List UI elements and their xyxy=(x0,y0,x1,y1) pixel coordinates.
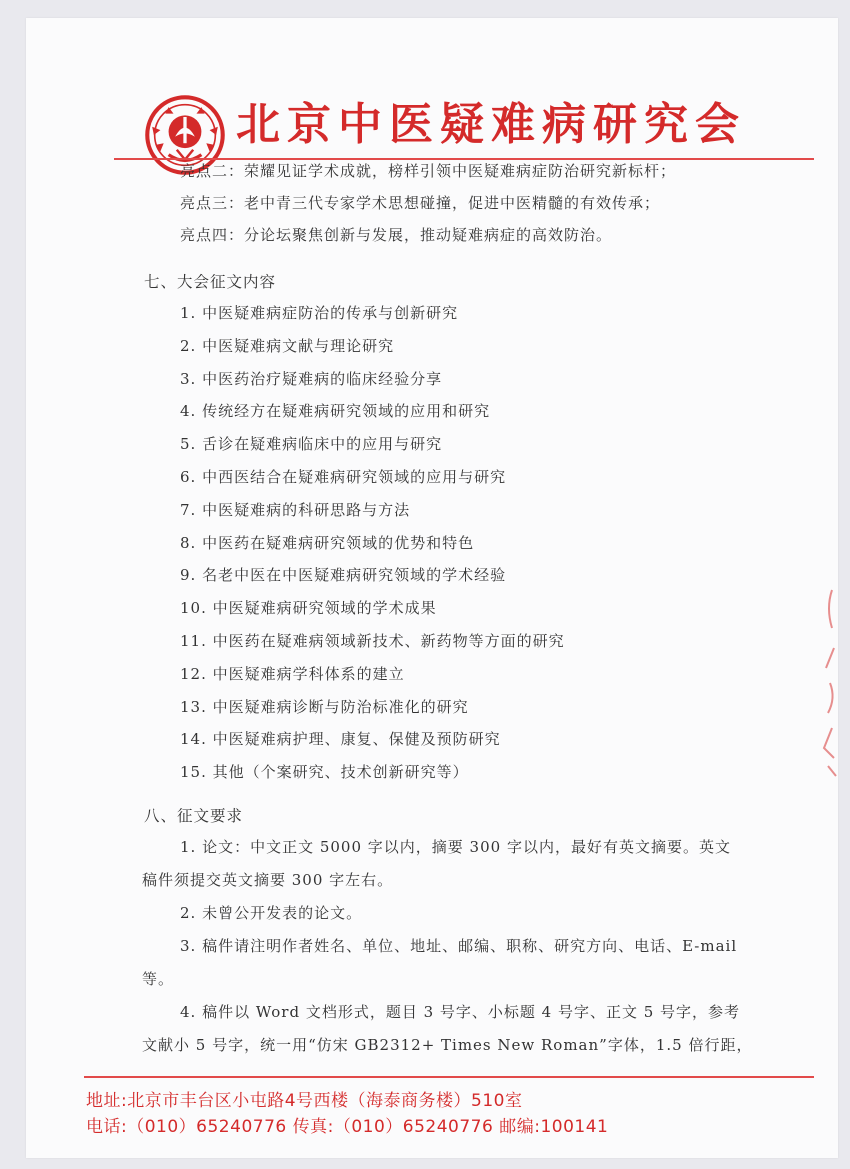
footer-contact: 电话:（010）65240776 传真:（010）65240776 邮编:100141 xyxy=(86,1117,609,1137)
paragraph-line: 文献小 5 号字，统一用“仿宋 GB2312+ Times New Roman”字体，1.5 倍行距， xyxy=(142,1036,753,1054)
paragraph-line: 1. 论文：中文正文 5000 字以内，摘要 300 字以内，最好有英文摘要。英文 xyxy=(180,838,731,856)
highlight-line: 亮点四：分论坛聚焦创新与发展，推动疑难病症的高效防治。 xyxy=(180,226,613,244)
list-item: 12. 中医疑难病学科体系的建立 xyxy=(180,665,405,683)
paragraph-line: 稿件须提交英文摘要 300 字左右。 xyxy=(142,871,394,889)
list-item: 2. 中医疑难病文献与理论研究 xyxy=(180,337,395,355)
paragraph-line: 2. 未曾公开发表的论文。 xyxy=(180,904,363,922)
section-heading: 七、大会征文内容 xyxy=(144,273,277,291)
list-item: 4. 传统经方在疑难病研究领域的应用和研究 xyxy=(180,402,491,420)
list-item: 15. 其他（个案研究、技术创新研究等） xyxy=(180,763,469,781)
section-heading: 八、征文要求 xyxy=(144,807,244,825)
list-item: 14. 中医疑难病护理、康复、保健及预防研究 xyxy=(180,730,501,748)
footer-address: 地址:北京市丰台区小屯路4号西楼（海泰商务楼）510室 xyxy=(86,1091,523,1111)
footer-divider xyxy=(84,1076,814,1078)
highlight-line: 亮点三：老中青三代专家学术思想碰撞，促进中医精髓的有效传承； xyxy=(180,194,661,212)
stamp-mark xyxy=(820,588,838,778)
list-item: 1. 中医疑难病症防治的传承与创新研究 xyxy=(180,304,459,322)
list-item: 11. 中医药在疑难病领域新技术、新药物等方面的研究 xyxy=(180,632,565,650)
list-item: 5. 舌诊在疑难病临床中的应用与研究 xyxy=(180,435,443,453)
list-item: 7. 中医疑难病的科研思路与方法 xyxy=(180,501,411,519)
organization-name: 北京中医疑难病研究会 xyxy=(236,99,746,150)
list-item: 13. 中医疑难病诊断与防治标准化的研究 xyxy=(180,698,469,716)
list-item: 3. 中医药治疗疑难病的临床经验分享 xyxy=(180,370,443,388)
list-item: 9. 名老中医在中医疑难病研究领域的学术经验 xyxy=(180,566,507,584)
paragraph-line: 3. 稿件请注明作者姓名、单位、地址、邮编、职称、研究方向、电话、E-mail xyxy=(180,937,738,955)
list-item: 8. 中医药在疑难病研究领域的优势和特色 xyxy=(180,534,475,552)
paragraph-line: 4. 稿件以 Word 文档形式，题目 3 号字、小标题 4 号字、正文 5 号字，参考 xyxy=(180,1003,741,1021)
list-item: 6. 中西医结合在疑难病研究领域的应用与研究 xyxy=(180,468,507,486)
paragraph-line: 等。 xyxy=(142,970,175,988)
list-item: 10. 中医疑难病研究领域的学术成果 xyxy=(180,599,437,617)
highlight-line: 亮点二：荣耀见证学术成就，榜样引领中医疑难病症防治研究新标杆； xyxy=(180,162,677,180)
document-page xyxy=(26,18,838,1158)
letterhead xyxy=(26,18,838,168)
